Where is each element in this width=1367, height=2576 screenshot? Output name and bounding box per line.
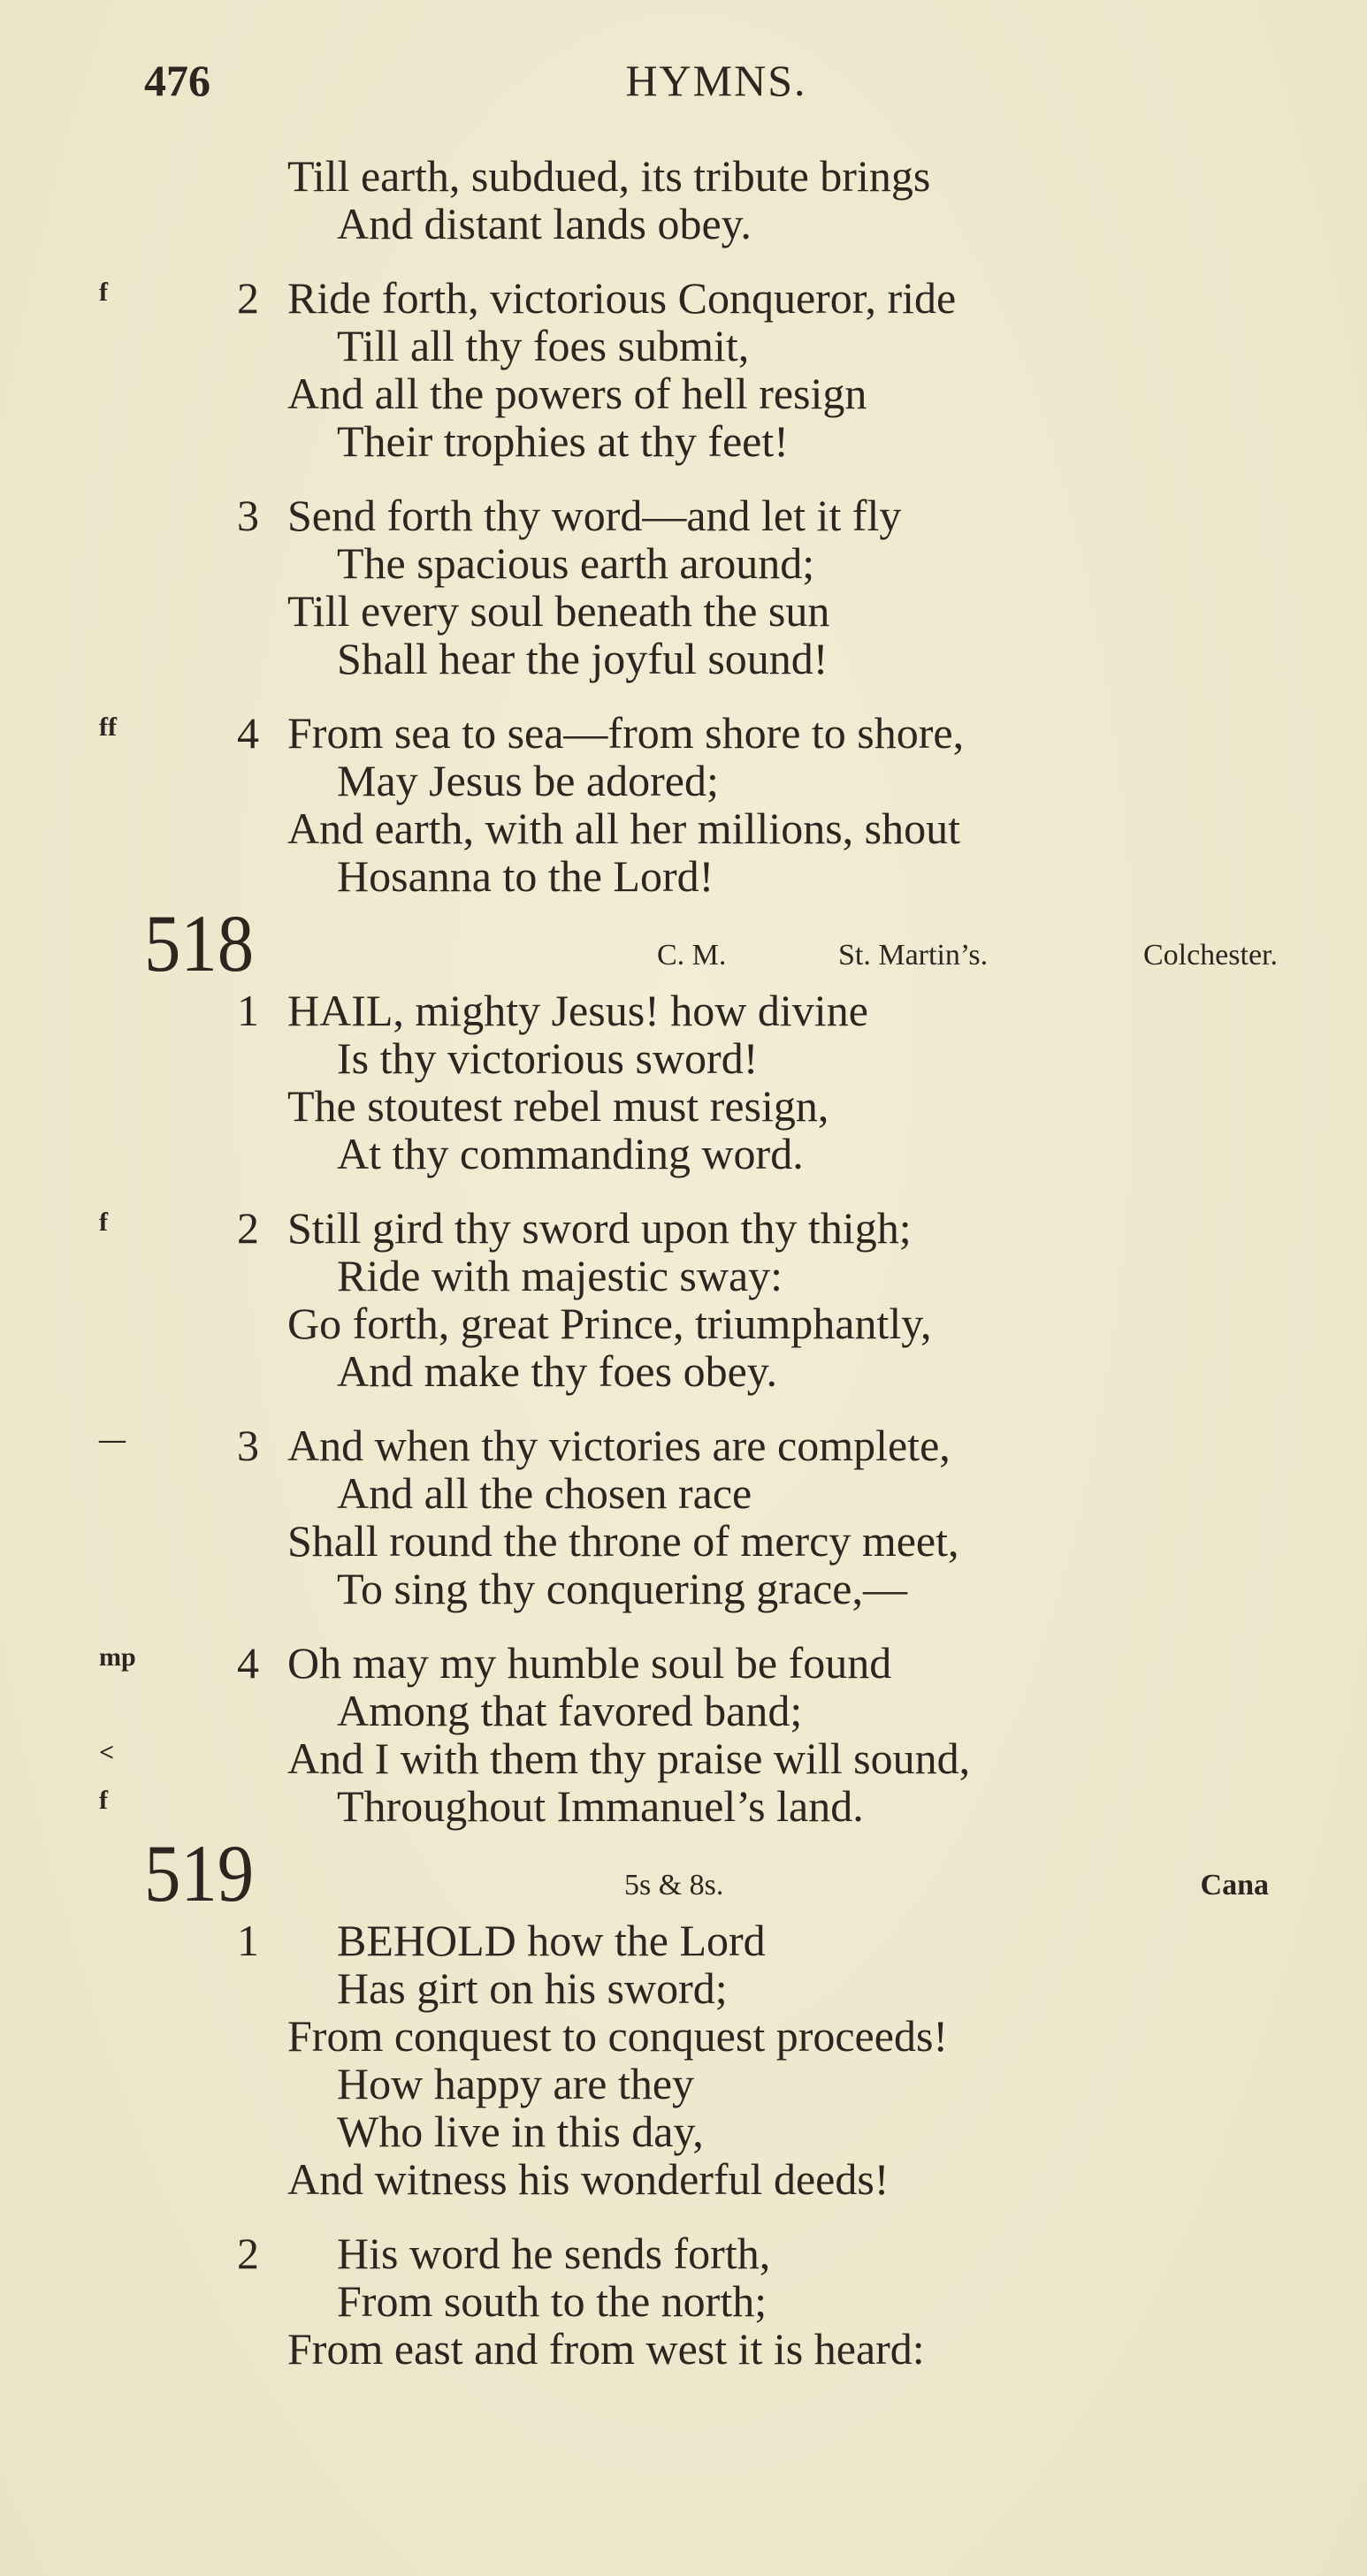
verse-text: Still gird thy sword upon thy thigh; (287, 1203, 912, 1253)
verse-text: Shall hear the joyful sound! (337, 634, 829, 683)
hymn-header (0, 898, 1367, 988)
stanza-number: 1 (237, 986, 259, 1035)
verse-line (0, 757, 1367, 804)
dynamic-marking: < (99, 1738, 115, 1767)
verse-text: And distant lands obey. (337, 199, 752, 248)
verse-line (0, 539, 1367, 587)
verse-text: And make thy foes obey. (337, 1346, 778, 1396)
stanza-first-line (0, 1204, 1367, 1252)
meter-label: 5s & 8s. (624, 1869, 724, 1902)
verse-text: Throughout Immanuel’s land. (337, 1781, 864, 1831)
stanza-number: 4 (237, 708, 259, 758)
verse-line (0, 2325, 1367, 2373)
running-title: HYMNS. (625, 56, 807, 105)
verse-line (0, 587, 1367, 635)
dynamic-marking: — (99, 1425, 126, 1454)
dynamic-marking: ff (99, 713, 117, 742)
verse-line (0, 1252, 1367, 1299)
verse-line (0, 200, 1367, 248)
verse-text: Oh may my humble soul be found (287, 1638, 892, 1688)
dynamic-marking: f (99, 1786, 108, 1815)
verse-line (0, 852, 1367, 900)
verse-text: Shall round the throne of mercy meet, (287, 1516, 959, 1566)
verse-line (0, 1130, 1367, 1177)
stanza-number: 1 (237, 1916, 259, 1965)
verse-text: And all the powers of hell resign (287, 369, 867, 418)
verse-text: And all the chosen race (337, 1468, 752, 1518)
tune-name: Cana (1200, 1869, 1269, 1902)
verse-text: BEHOLD how the Lord (337, 1916, 766, 1965)
verse-line (0, 1687, 1367, 1734)
stanza-number: 2 (237, 1203, 259, 1253)
stanza-number: 2 (237, 2229, 259, 2278)
verse-text: Ride with majestic sway: (337, 1251, 783, 1300)
verse-line (0, 804, 1367, 852)
verse-text: Among that favored band; (337, 1686, 803, 1735)
verse-line (0, 2277, 1367, 2325)
verse-text: Hosanna to the Lord! (337, 851, 714, 901)
verse-text: And I with them thy praise will sound, (287, 1734, 971, 1783)
verse-text: And witness his wonderful deeds! (287, 2154, 890, 2204)
verse-text: Ride forth, victorious Conqueror, ride (287, 273, 957, 323)
verse-line (0, 2155, 1367, 2203)
hymn-number: 518 (144, 898, 255, 988)
verse-text: Go forth, great Prince, triumphantly, (287, 1299, 932, 1348)
verse-text: At thy commanding word. (337, 1129, 804, 1178)
verse-text: Send forth thy word—and let it fly (287, 491, 902, 540)
verse-line (0, 322, 1367, 370)
verse-text: His word he sends forth, (337, 2229, 771, 2278)
verse-text: To sing thy conquering grace,— (337, 1564, 907, 1613)
stanza-first-line (0, 1421, 1367, 1469)
verse-line (0, 417, 1367, 465)
stanza-number: 3 (237, 1421, 259, 1470)
verse-text: And earth, with all her millions, shout (287, 804, 961, 853)
stanza-number: 3 (237, 491, 259, 540)
verse-text: Has girt on his sword; (337, 1963, 728, 2013)
verse-text: From conquest to conquest proceeds! (287, 2011, 949, 2061)
verse-line (0, 1734, 1367, 1782)
stanza-first-line (0, 2229, 1367, 2277)
verse-text: Who live in this day, (337, 2107, 704, 2156)
verse-line (0, 1082, 1367, 1130)
verse-text: How happy are they (337, 2059, 695, 2108)
verse-text: And when thy victories are complete, (287, 1421, 951, 1470)
verse-line (0, 370, 1367, 417)
stanza-first-line (0, 1917, 1367, 1964)
verse-line (0, 1347, 1367, 1395)
verse-line (0, 1469, 1367, 1517)
dynamic-marking: f (99, 1208, 108, 1237)
verse-text: The spacious earth around; (337, 538, 815, 588)
verse-text: May Jesus be adored; (337, 756, 719, 805)
verse-text: Till every soul beneath the sun (287, 586, 830, 636)
verse-line (0, 2060, 1367, 2107)
verse-text: Till all thy foes submit, (337, 321, 750, 370)
tune-name: Colchester. (1142, 939, 1278, 972)
stanza-number: 4 (237, 1638, 259, 1688)
hymn-header (0, 1828, 1367, 1918)
verse-text: From sea to sea—from shore to shore, (287, 708, 965, 758)
stanza-first-line (0, 492, 1367, 539)
verse-line (0, 2012, 1367, 2060)
verse-text: Is thy victorious sword! (337, 1033, 759, 1083)
verse-text: The stoutest rebel must resign, (287, 1081, 829, 1131)
verse-line (0, 1517, 1367, 1565)
verse-line (0, 1964, 1367, 2012)
dynamic-marking: mp (99, 1642, 136, 1672)
stanza-first-line (0, 709, 1367, 757)
verse-line (0, 1299, 1367, 1347)
stanza-first-line (0, 1639, 1367, 1687)
verse-line (0, 1034, 1367, 1082)
meter-label: C. M. (657, 939, 727, 972)
page-number: 476 (144, 56, 210, 105)
verse-line (0, 1565, 1367, 1612)
stanza-first-line (0, 274, 1367, 322)
stanza-number: 2 (237, 273, 259, 323)
stanza-first-line (0, 987, 1367, 1034)
dynamic-marking: f (99, 278, 108, 307)
verse-line (0, 1782, 1367, 1830)
verse-text: From east and from west it is heard: (287, 2324, 925, 2374)
verse-text: From south to the north; (337, 2276, 768, 2326)
verse-line (0, 2107, 1367, 2155)
verse-text: Till earth, subdued, its tribute brings (287, 151, 931, 201)
verse-text: HAIL, mighty Jesus! how divine (287, 986, 868, 1035)
tune-name: St. Martin’s. (838, 939, 989, 972)
verse-text: Their trophies at thy feet! (337, 416, 789, 466)
hymn-number: 519 (144, 1828, 255, 1918)
verse-line (0, 635, 1367, 682)
stanza-first-line (0, 152, 1367, 200)
